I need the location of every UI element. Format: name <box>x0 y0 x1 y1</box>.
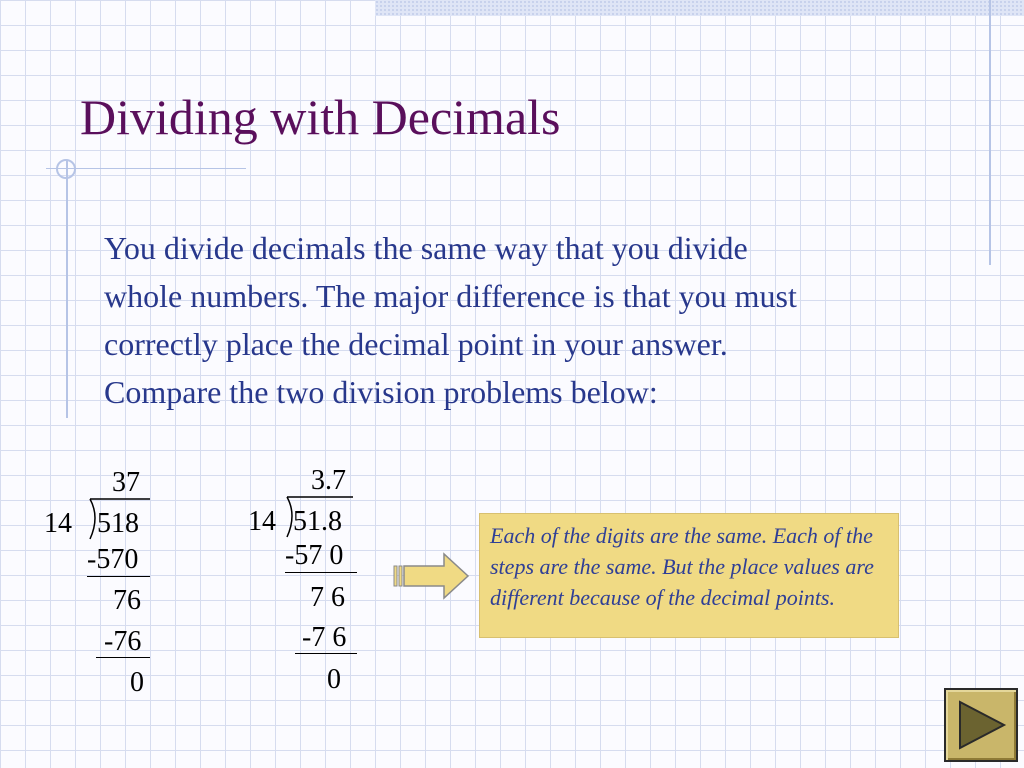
callout-box <box>479 513 899 638</box>
body-line: whole numbers. The major difference is that you must <box>104 278 797 314</box>
remainder: 76 <box>113 585 141 616</box>
divisor: 14 <box>44 508 72 539</box>
callout-text: Each of the digits are the same. Each of the steps are the same. But the place values are different because of the decimal points. <box>490 523 874 610</box>
subtraction-step: -570 <box>87 544 139 575</box>
play-triangle-icon <box>954 698 1008 752</box>
left-decorative-line <box>66 160 68 418</box>
next-slide-button[interactable] <box>944 688 1018 762</box>
step-underline <box>295 653 357 654</box>
title-underline <box>46 168 246 169</box>
body-line: correctly place the decimal point in your answer. <box>104 326 728 362</box>
final-remainder: 0 <box>327 664 341 695</box>
decorative-circle <box>56 159 76 179</box>
body-line: You divide decimals the same way that you divide <box>104 230 748 266</box>
divisor: 14 <box>248 506 276 537</box>
quotient: 37 <box>112 467 140 498</box>
remainder: 7 6 <box>310 582 345 613</box>
dividend: 518 <box>97 508 139 539</box>
slide-body <box>104 224 994 416</box>
top-decorative-band <box>375 0 1024 16</box>
subtraction-step: -76 <box>104 626 142 657</box>
subtraction-step: -57 0 <box>285 540 344 571</box>
step-underline <box>96 657 150 658</box>
final-remainder: 0 <box>130 667 144 698</box>
slide-title: Dividing with Decimals <box>80 89 561 145</box>
subtraction-step: -7 6 <box>302 622 347 653</box>
body-line: Compare the two division problems below: <box>104 374 658 410</box>
dividend: 51.8 <box>293 506 342 537</box>
step-underline <box>285 572 357 573</box>
step-underline <box>87 576 150 577</box>
right-arrow-icon <box>392 552 472 600</box>
quotient: 3.7 <box>311 465 346 496</box>
